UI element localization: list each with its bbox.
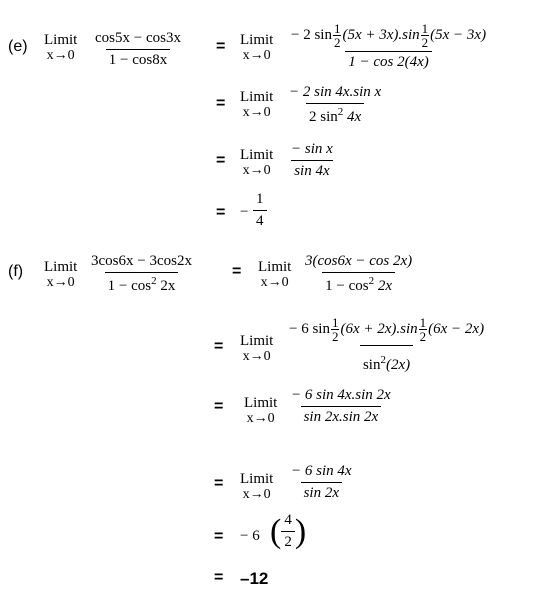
limit-word: Limit — [240, 333, 274, 349]
equals-sign: = — [216, 152, 226, 169]
e-step3-num: − sin x — [291, 141, 333, 157]
f-step2-num-c: (6x − 2x) — [428, 320, 485, 337]
e-lhs-fraction — [92, 30, 184, 69]
f-step2-num-b: (6x + 2x).sin — [340, 320, 418, 337]
limit-sub: x→0 — [46, 275, 75, 290]
f-step2-den-b: (2x) — [385, 357, 411, 373]
limit-word: Limit — [240, 147, 274, 163]
half-den: 2 — [419, 329, 427, 344]
f-step4-fraction — [288, 463, 355, 502]
e-step1-num-c: (5x − 3x) — [430, 26, 487, 43]
f-step2-den-sup: 2 — [380, 354, 386, 366]
f-lhs-fraction — [88, 253, 195, 295]
limit-sub: x→0 — [46, 48, 75, 63]
limit-sub: x→0 — [242, 163, 271, 178]
e-lhs-den: 1 − cos8x — [106, 49, 170, 69]
f-step2-fraction — [286, 316, 487, 374]
limit-f-s1 — [258, 260, 291, 290]
e-step1-fraction — [288, 22, 489, 71]
right-paren: ) — [294, 512, 307, 550]
e-step1-den: 1 − cos 2(4x) — [345, 51, 432, 71]
equals-sign: = — [214, 475, 224, 492]
limit-word: Limit — [244, 395, 278, 411]
equals-sign: = — [216, 204, 226, 221]
problem-label-f: (f) — [8, 263, 24, 280]
f-step1-num: 3(cos6x − cos 2x) — [305, 253, 413, 269]
e-step2-den-a: 2 sin — [309, 109, 338, 125]
e-result-sign: − — [240, 204, 249, 220]
e-result-num: 1 — [256, 191, 264, 207]
e-step2-den-b: 4x — [343, 109, 362, 125]
equals-sign: = — [214, 398, 224, 415]
f-step4-den: sin 2x — [301, 482, 342, 502]
f-lhs-den-sup: 2 — [151, 275, 157, 287]
limit-word: Limit — [240, 471, 274, 487]
f-step3-den: sin 2x.sin 2x — [301, 406, 382, 426]
e-step2-den — [306, 103, 364, 126]
equals-sign: = — [214, 569, 224, 586]
limit-sub: x→0 — [242, 105, 271, 120]
half-den: 2 — [333, 35, 341, 50]
equals-sign: = — [216, 95, 226, 112]
e-step3-den: sin 4x — [291, 160, 332, 180]
f-step1-den-a: 1 − cos — [325, 278, 369, 294]
e-result-den: 4 — [253, 210, 267, 230]
limit-e-s2 — [240, 90, 273, 120]
f-step4-num: − 6 sin 4x — [291, 463, 352, 479]
e-step2-den-sup: 2 — [337, 106, 344, 118]
f-step1-den-b: 2x — [374, 278, 393, 294]
left-paren: ( — [270, 512, 282, 550]
f-lhs-den — [105, 272, 179, 295]
f-step2-num-a: − 6 sin — [289, 320, 330, 337]
limit-sub: x→0 — [242, 48, 271, 63]
half-fraction — [421, 22, 430, 49]
f-step1-den-sup: 2 — [368, 275, 375, 287]
half-den: 2 — [331, 329, 339, 344]
e-step2-num: − 2 sin 4x.sin x — [289, 84, 382, 100]
limit-f-s3 — [244, 396, 277, 426]
e-lhs-num: cos5x − cos3x — [95, 30, 181, 46]
limit-sub: x→0 — [246, 411, 275, 426]
limit-word: Limit — [44, 259, 78, 275]
e-step2-fraction — [286, 84, 384, 126]
limit-e-lhs — [44, 33, 77, 63]
limit-sub: x→0 — [242, 487, 271, 502]
limit-f-s2 — [240, 334, 273, 364]
f-step1-den — [322, 272, 395, 295]
e-step3-fraction — [288, 141, 336, 180]
f-step3-num: − 6 sin 4x.sin 2x — [291, 387, 391, 403]
limit-e-s3 — [240, 148, 273, 178]
e-result-fraction — [253, 191, 267, 230]
limit-e-s1 — [240, 33, 273, 63]
f-step5-den: 2 — [281, 531, 295, 551]
f-step2-den — [360, 345, 413, 374]
e-step1-num-a: − 2 sin — [291, 26, 332, 43]
f-step5-fraction — [281, 512, 295, 551]
f-step5-paren-group — [270, 512, 306, 551]
equals-sign: = — [232, 263, 242, 280]
half-fraction — [331, 316, 340, 343]
half-num: 1 — [419, 315, 427, 330]
f-step3-fraction — [288, 387, 394, 426]
limit-word: Limit — [258, 259, 292, 275]
half-num: 1 — [421, 21, 429, 36]
equals-sign: = — [216, 38, 226, 55]
f-step2-den-a: sin — [362, 357, 381, 373]
half-den: 2 — [421, 35, 429, 50]
e-step1-num — [288, 22, 489, 51]
limit-word: Limit — [240, 89, 274, 105]
limit-word: Limit — [240, 32, 274, 48]
limit-word: Limit — [44, 32, 78, 48]
f-step1-fraction — [302, 253, 415, 295]
f-lhs-num: 3cos6x − 3cos2x — [91, 253, 192, 269]
limit-sub: x→0 — [242, 349, 271, 364]
equals-sign: = — [214, 338, 224, 355]
f-lhs-den-a: 1 − cos — [107, 278, 152, 294]
half-num: 1 — [333, 21, 341, 36]
limit-f-lhs — [44, 260, 77, 290]
equals-sign: = — [214, 528, 224, 545]
f-lhs-den-b: 2x — [156, 278, 176, 294]
f-final-result: –12 — [240, 569, 269, 588]
half-fraction — [419, 316, 428, 343]
limit-sub: x→0 — [260, 275, 289, 290]
f-step5-num: 4 — [284, 512, 292, 528]
e-step1-num-b: (5x + 3x).sin — [342, 26, 420, 43]
f-step2-num — [286, 316, 487, 345]
limit-f-s4 — [240, 472, 273, 502]
half-fraction — [333, 22, 342, 49]
f-step5-coef: − 6 — [240, 528, 260, 544]
problem-label-e: (e) — [8, 38, 28, 55]
half-num: 1 — [331, 315, 339, 330]
